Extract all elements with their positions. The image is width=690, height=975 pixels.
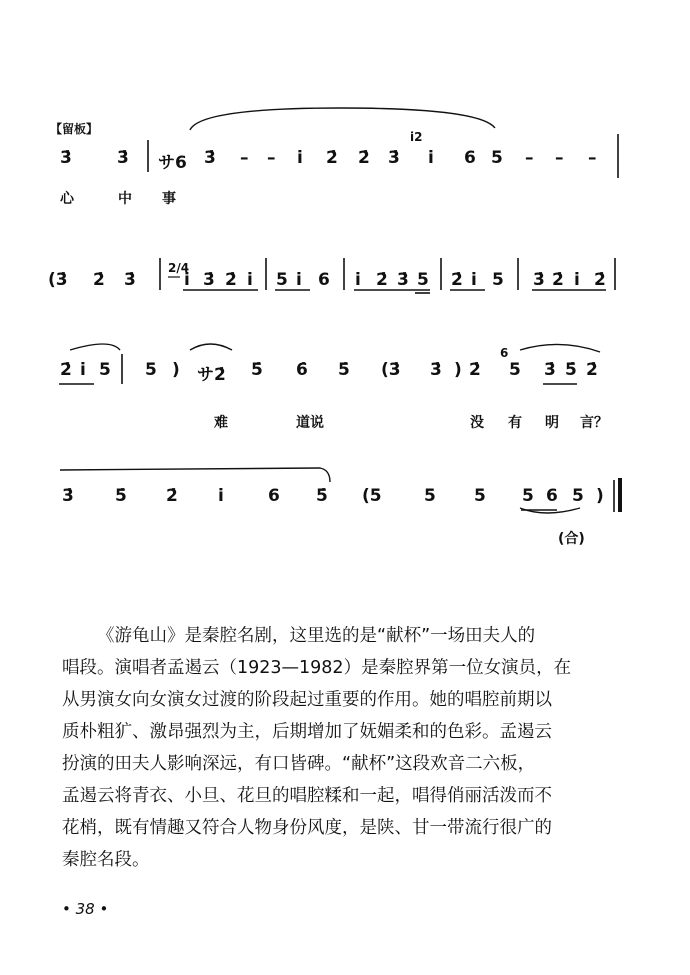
note: (3̇ [48,270,68,290]
note: 2̇ [225,270,237,290]
note: 2̇ [451,270,463,290]
note: 2̇ [358,148,370,168]
note: i [355,270,361,290]
commentary-line: 秦腔名段。 [62,850,150,870]
note: – [555,148,564,168]
note: 2̇ [594,270,606,290]
note: i [184,270,190,290]
note: 3̇ [430,360,442,380]
note: 3̇ [60,148,72,168]
note: 5̇ [316,486,328,506]
note: 3̇ [533,270,545,290]
note: 5 [424,486,436,506]
note: 5̇ [115,486,127,506]
note: 3̇ [124,270,136,290]
note: 2̇ [93,270,105,290]
note: 5 [522,486,534,506]
note: 3̇ [203,270,215,290]
note: i [296,270,302,290]
commentary-line: 唱段。演唱者孟遏云（1923—1982）是秦腔界第一位女演员，在 [62,658,572,678]
note: 5 [276,270,288,290]
note: 5 [509,360,521,380]
lyric: 道说 [296,415,324,431]
note: 2̇ [469,360,481,380]
commentary-line: 从男演女向女演女过渡的阶段起过重要的作用。她的唱腔前期以 [62,690,552,710]
slur [190,108,495,130]
grace-note: 6 [500,346,509,360]
note: 3̇ [397,270,409,290]
lyric: 事 [162,191,176,207]
note: (5 [362,486,382,506]
note: サ2̇ [197,365,226,385]
note: 5 [492,270,504,290]
note: 6 [318,270,330,290]
page-number: • 38 • [62,900,109,918]
lyric: 心 [60,191,74,207]
note: 5̇ [565,360,577,380]
note: 5 [474,486,486,506]
note: 6̇ [296,360,308,380]
note: 5̇ [338,360,350,380]
note: 5 [145,360,157,380]
note: 5 [491,148,503,168]
note: 6 [464,148,476,168]
note: i [428,148,434,168]
note: ) [172,360,180,380]
note: 2̇ [376,270,388,290]
note: 3̇ [544,360,556,380]
lyric: 言？ [580,415,608,431]
lyric: 没 [470,415,484,431]
note: ) [454,360,462,380]
note: (3̇ [381,360,401,380]
note: 2̇ [60,360,72,380]
note: i [574,270,580,290]
note: i [247,270,253,290]
note: 5 [572,486,584,506]
lyric: 有 [508,415,522,431]
note: i [297,148,303,168]
note: 3̇ [117,148,129,168]
grace-note: i2 [410,130,423,144]
note: ) [596,486,604,506]
note: – [588,148,597,168]
note: 5̇ [251,360,263,380]
commentary-line: 扮演的田夫人影响深远，有口皆碑。“献杯”这段欢音二六板， [62,754,536,774]
tempo-marking: 【留板】 [50,122,99,136]
note: サ6 [158,153,187,173]
commentary-line: 质朴粗犷、激昂强烈为主，后期增加了妩媚柔和的色彩。孟遏云 [62,722,552,742]
slur [70,344,120,350]
note: 6 [268,486,280,506]
chorus-annotation: (合) [558,531,585,547]
note: 3̇ [388,148,400,168]
note: i [471,270,477,290]
note: 2̇ [586,360,598,380]
note: – [240,148,249,168]
note: 2̇ [166,486,178,506]
note: 2̇ [326,148,338,168]
note: 6 [546,486,558,506]
note: 3̇ [62,486,74,506]
commentary-line: 《游龟山》是秦腔名剧，这里选的是“献杯”一场田夫人的 [97,626,536,646]
note: – [267,148,276,168]
note: – [525,148,534,168]
note: 2̇ [552,270,564,290]
note: i [80,360,86,380]
lyric: 明 [545,415,559,431]
lyric: 中 [118,191,132,207]
slur [190,344,232,350]
slur [520,344,600,352]
note: i [218,486,224,506]
slur [60,468,330,482]
lyric: 难 [214,415,228,431]
commentary-line: 孟遏云将青衣、小旦、花旦的唱腔糅和一起，唱得俏丽活泼而不 [62,786,552,806]
note: 5 [417,270,429,290]
note: 3̇ [204,148,216,168]
commentary [62,620,642,876]
time-signature: 2/4 [168,261,190,275]
note: 5 [99,360,111,380]
commentary-line: 花梢，既有情趣又符合人物身份风度，是陕、甘一带流行很广的 [62,818,552,838]
